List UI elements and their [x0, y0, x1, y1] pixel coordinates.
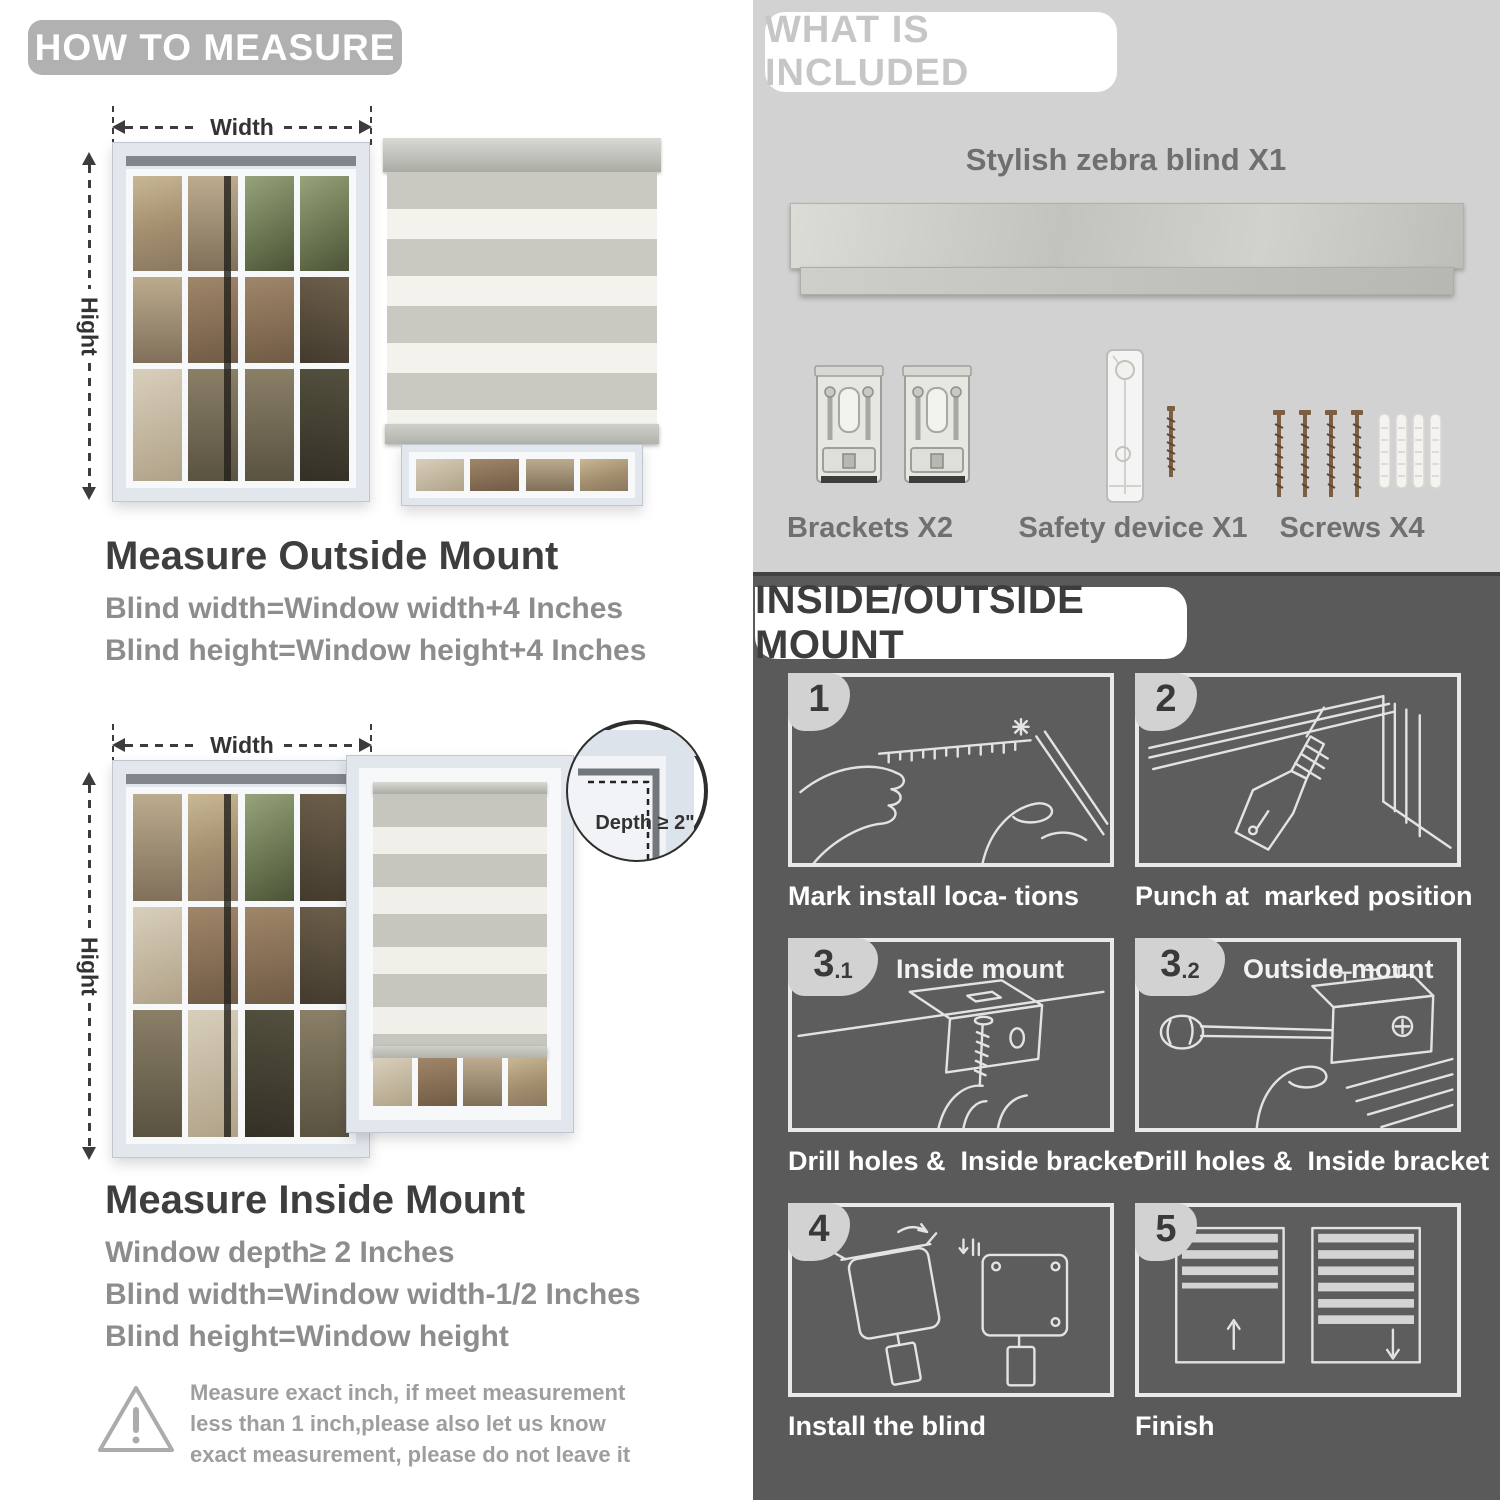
step-3-1-badge: 3 .1	[788, 938, 878, 996]
what-is-included-section	[753, 0, 1500, 572]
inside-outside-mount-title: INSIDE/OUTSIDE MOUNT	[755, 578, 1085, 667]
outside-mount-rule-1: Blind width=Window width+4 Inches	[105, 592, 624, 625]
blind-fabric-stripes	[387, 172, 657, 424]
drainpipe-reflection	[224, 794, 231, 1137]
step-4-panel	[788, 1203, 1114, 1397]
depth-requirement-label: Depth ≥ 2"	[595, 812, 695, 834]
measurement-warning-note: Measure exact inch, if meet measurement less than 1 inch,please also let us know exact measurement, please do not leave it	[190, 1380, 631, 1467]
screws-and-anchors-icon	[1271, 408, 1447, 504]
safety-device-label: Safety device X1	[1018, 512, 1248, 544]
window-headrail	[126, 774, 356, 784]
what-is-included-title: WHAT IS INCLUDED	[765, 9, 970, 94]
arrowhead-up-icon	[82, 152, 96, 165]
blind-cassette	[373, 782, 547, 794]
arrowhead-up-icon	[82, 772, 96, 785]
inside-mount-rule-2: Blind width=Window width-1/2 Inches	[105, 1278, 641, 1311]
step-2-panel	[1135, 673, 1461, 867]
step-3-1-caption: Drill holes & Inside bracket	[788, 1146, 1143, 1176]
width-label: Width	[210, 731, 274, 758]
inside-mount-tag: Inside mount	[896, 954, 1064, 984]
outside-window-illustration	[112, 142, 370, 502]
blind-bottom-rail	[385, 424, 659, 444]
step-5-badge: 5	[1135, 1203, 1197, 1261]
step-5-caption: Finish	[1135, 1411, 1215, 1441]
inside-height-arrow	[76, 772, 102, 1160]
step-3-2-panel	[1135, 938, 1461, 1132]
blind-fabric-stripes	[373, 794, 547, 1046]
outside-mount-rule-2: Blind height=Window height+4 Inches	[105, 634, 647, 667]
step-1-caption: Mark install loca- tions	[788, 881, 1080, 911]
width-label: Width	[210, 113, 274, 140]
zebra-blind-cassette-image	[790, 203, 1464, 269]
inside-width-arrow	[112, 732, 372, 758]
blind-cassette	[383, 138, 661, 172]
window-bottom-sliver	[401, 444, 643, 506]
height-label: Hight	[76, 929, 103, 1004]
inside-outside-mount-section	[753, 572, 1500, 1500]
arrowhead-down-icon	[82, 1147, 96, 1160]
height-label: Hight	[76, 289, 103, 364]
step-3-2-caption: Drill holes & Inside bracket	[1135, 1146, 1490, 1176]
zebra-blind-label: Stylish zebra blind X1	[965, 142, 1287, 177]
step-3-1-panel	[788, 938, 1114, 1132]
drainpipe-reflection	[224, 176, 231, 481]
brackets-label: Brackets X2	[786, 512, 954, 544]
inside-mount-rule-1: Window depth≥ 2 Inches	[105, 1236, 455, 1269]
step-2-caption: Punch at marked position	[1135, 881, 1473, 911]
step-1-panel	[788, 673, 1114, 867]
step-4-caption: Install the blind	[788, 1411, 987, 1441]
how-to-measure-section	[0, 0, 745, 1500]
outside-mount-tag: Outside mount	[1243, 954, 1434, 984]
how-to-measure-title: HOW TO MEASURE	[34, 26, 396, 68]
depth-detail-magnifier	[562, 716, 712, 866]
step-4-badge: 4	[788, 1203, 850, 1261]
mounting-brackets-icon	[813, 364, 973, 492]
step-5-panel	[1135, 1203, 1461, 1397]
window-headrail	[126, 156, 356, 166]
screws-label: Screws X4	[1279, 512, 1425, 544]
how-to-measure-banner	[28, 20, 402, 75]
blind-bottom-rail	[373, 1046, 547, 1058]
outside-mount-heading: Measure Outside Mount	[105, 534, 559, 578]
what-is-included-banner	[765, 9, 1117, 94]
outside-width-arrow	[112, 114, 372, 140]
inside-mounted-blind-illustration	[346, 755, 574, 1133]
outside-mounted-blind-illustration	[383, 138, 661, 506]
safety-device-icon	[1101, 346, 1191, 506]
inside-window-illustration	[112, 760, 370, 1158]
zebra-blind-cassette-lower	[800, 267, 1454, 295]
step-1-badge: 1	[788, 673, 850, 731]
inside-outside-mount-banner	[755, 578, 1187, 667]
outside-height-arrow	[76, 152, 102, 500]
warning-triangle-icon	[96, 1382, 176, 1456]
inside-mount-heading: Measure Inside Mount	[105, 1178, 526, 1222]
arrow-end-tick	[370, 106, 372, 148]
inside-mount-rule-3: Blind height=Window height	[105, 1320, 509, 1353]
arrowhead-down-icon	[82, 487, 96, 500]
step-2-badge: 2	[1135, 673, 1197, 731]
step-3-2-badge: 3 .2	[1135, 938, 1225, 996]
